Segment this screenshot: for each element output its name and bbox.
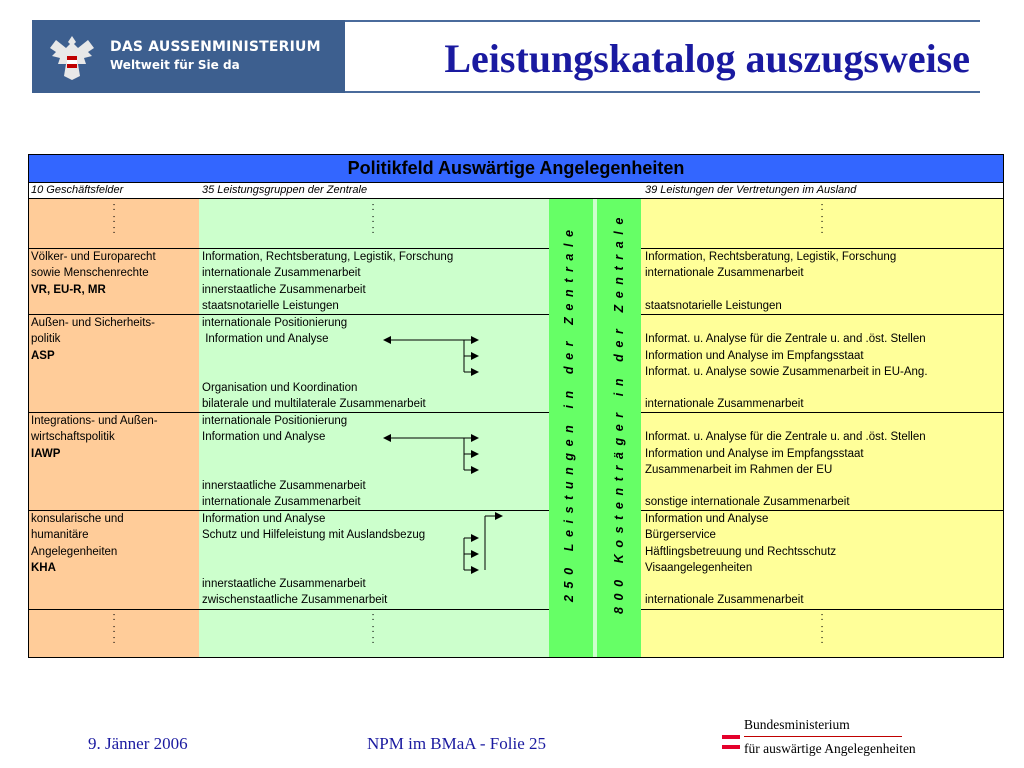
vertical-label-kostentraeger: 800 Kostenträger in der Zentrale (612, 211, 626, 614)
arrow-group-asp (384, 340, 478, 372)
footer-ministry-line1: Bundesministerium (744, 717, 850, 732)
field-vr: Völker- und Europarecht sowie Menschenrechte VR, EU-R, MR (31, 251, 156, 296)
logo-line2: Weltweit für Sie da (110, 58, 240, 72)
footer-slide-number: NPM im BMaA - Folie 25 (367, 734, 546, 753)
slide-title: Leistungskatalog auszugsweise (444, 36, 970, 81)
services-vr: Information, Rechtsberatung, Legistik, Forschung internationale Zusammenarbeit staatsnotarielle Leistungen (645, 251, 897, 312)
arrow-group-iawp (384, 438, 478, 470)
arrow-diagram (380, 320, 500, 590)
row-divider (641, 609, 1004, 610)
services-iawp: Informat. u. Analyse für die Zentrale u. and .öst. Stellen Information und Analyse im Empfangsstaat Zusammenarbeit im Rahmen der EU sonstige internationale Zusammenarbeit (645, 431, 926, 509)
services-asp: Informat. u. Analyse für die Zentrale u. and .öst. Stellen Information und Analyse im Empfangsstaat Informat. u. Analyse sowie Zusammenarbeit in EU-Ang. internationale Zusammenarbeit (645, 333, 928, 411)
groups-kha: Information und Analyse Schutz und Hilfeleistung mit Auslandsbezug innerstaatliche Zusammenarbeit zwischenstaatliche Zusammenarbeit (202, 513, 426, 607)
row-divider (28, 609, 549, 610)
col-header-services: 39 Leistungen der Vertretungen im Ausland (645, 184, 857, 196)
footer-date: 9. Jänner 2006 (88, 734, 188, 753)
eagle-icon (44, 30, 100, 84)
ellipsis-bottom-fields: : : : (112, 611, 116, 646)
field-iawp: Integrations- und Außen- wirtschaftspolitik IAWP (31, 415, 158, 460)
ministry-logo (32, 20, 345, 93)
field-asp: Außen- und Sicherheits- politik ASP (31, 317, 156, 362)
ellipsis-top-fields: : : : (112, 201, 116, 236)
footer-red-line (744, 736, 902, 737)
services-kha: Information und Analyse Bürgerservice Häftlingsbetreuung und Rechtsschutz Visaangelegenheiten internationale Zusammenarbeit (645, 513, 837, 607)
table-title: Politikfeld Auswärtige Angelegenheiten (28, 154, 1004, 183)
groups-iawp: internationale Positionierung Information und Analyse innerstaatliche Zusammenarbeit internationale Zusammenarbeit (202, 415, 366, 509)
footer-ministry-line2: für auswärtige Angelegenheiten (744, 741, 916, 756)
groups-vr: Information, Rechtsberatung, Legistik, Forschung internationale Zusammenarbeit innerstaatliche Zusammenarbeit staatsnotarielle Leistungen (202, 251, 454, 312)
logo-line1: DAS AUSSENMINISTERIUM (110, 39, 321, 55)
ellipsis-top-groups: : : : (371, 201, 375, 236)
arrow-group-kha (464, 516, 502, 570)
col-header-groups: 35 Leistungsgruppen der Zentrale (202, 184, 368, 196)
vertical-label-leistungen: 250 Leistungen in der Zentrale (562, 223, 576, 602)
ellipsis-bottom-groups: : : : (371, 611, 375, 646)
ellipsis-bottom-services: : : : (820, 611, 824, 646)
table-header-row (28, 183, 1004, 199)
groups-asp: internationale Positionierung Information und Analyse Organisation und Koordination bilaterale und multilaterale Zusammenarbeit (202, 317, 426, 411)
col-header-fields: 10 Geschäftsfelder (31, 184, 124, 196)
ellipsis-top-services: : : : (820, 201, 824, 236)
austria-flag-icon (722, 735, 740, 749)
field-kha: konsularische und humanitäre Angelegenheiten KHA (31, 513, 124, 574)
